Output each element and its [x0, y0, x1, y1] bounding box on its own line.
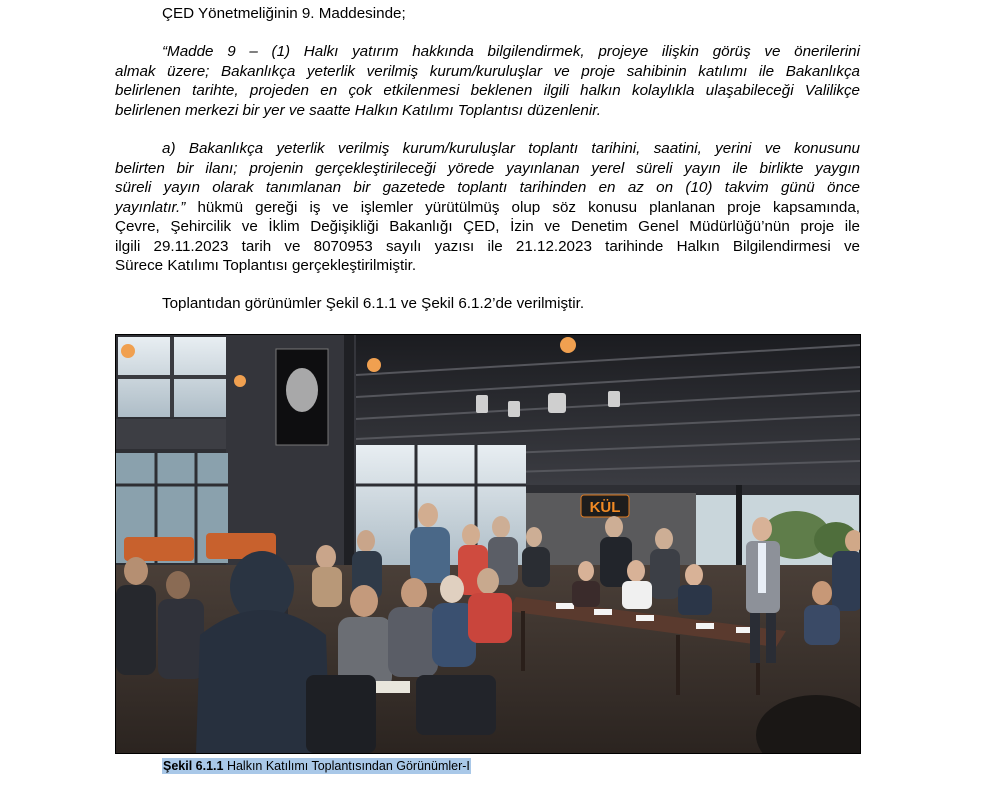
figure-sign-text: KÜL — [589, 499, 621, 516]
intro-text: ÇED Yönetmeliğinin 9. Maddesinde; — [162, 5, 406, 22]
madde-line-4: belirlenen merkezi bir yer ve saatte Halkın Katılımı Toplantısı düzenlenir. — [115, 101, 601, 119]
meeting-photo-illustration — [116, 335, 860, 753]
clause-a-line-3: süreli yayın olarak tanımlanan bir gazetede toplantı tarihinden en az on (10) takvim günü önce — [115, 179, 860, 196]
figure-reference-text: Toplantıdan görünümler Şekil 6.1.1 ve Şekil 6.1.2’de verilmiştir. — [162, 295, 585, 312]
madde-line-2: almak üzere; Bakanlıkça yeterlik verilmiş kurum/kuruluşlar ve proje sahibinin katılımı ile Bakanlıkça — [115, 62, 860, 80]
meeting-photo — [115, 334, 861, 754]
figure-caption-label: Şekil 6.1.1 — [163, 759, 224, 773]
clause-a-line-4-italic: yayınlatır.” — [115, 198, 186, 216]
madde-9-paragraph — [115, 42, 860, 120]
figure-reference-paragraph — [162, 294, 862, 314]
intro-paragraph — [162, 4, 862, 24]
figure-caption — [162, 758, 471, 774]
clause-a-line-6: ilgili 29.11.2023 tarih ve 8070953 sayılı yazısı ile 21.12.2023 tarihinde Halkın Bilgilendirmesi ve — [115, 237, 860, 255]
clause-a-line-4 — [115, 198, 860, 218]
clause-a-line-7: Sürece Katılımı Toplantısı gerçekleştirilmiştir. — [115, 257, 417, 274]
clause-a-paragraph — [115, 139, 860, 276]
figure-caption-text: Halkın Katılımı Toplantısından Görünümler-I — [223, 759, 470, 773]
clause-a-line-5: Çevre, Şehircilik ve İklim Değişikliği Bakanlığı ÇED, İzin ve Denetim Genel Müdürlüğü’nün proje ile — [115, 218, 860, 235]
madde-line-3: belirlenen tarihte, projeden en çok etkilenmesi beklenen ilgili halkın kolaylıkla ulaşabileceği Valilikçe — [115, 82, 860, 99]
clause-a-line-2: belirten bir ilanı; projenin gerçekleştirileceği yörede yayınlanan yerel süreli yayın ile birlikte yaygın — [115, 159, 860, 177]
clause-a-line-1: a) Bakanlıkça yeterlik verilmiş kurum/kuruluşlar toplantı tarihini, saatini, yerini ve konusunu — [162, 140, 860, 157]
clause-a-line-4-rest: hükmü gereği iş ve işlemler yürütülmüş olup söz konusu planlanan proje kapsamında, — [185, 198, 860, 216]
madde-line-1: “Madde 9 – (1) Halkı yatırım hakkında bilgilendirmek, projeye ilişkin görüş ve önerilerini — [162, 43, 860, 60]
